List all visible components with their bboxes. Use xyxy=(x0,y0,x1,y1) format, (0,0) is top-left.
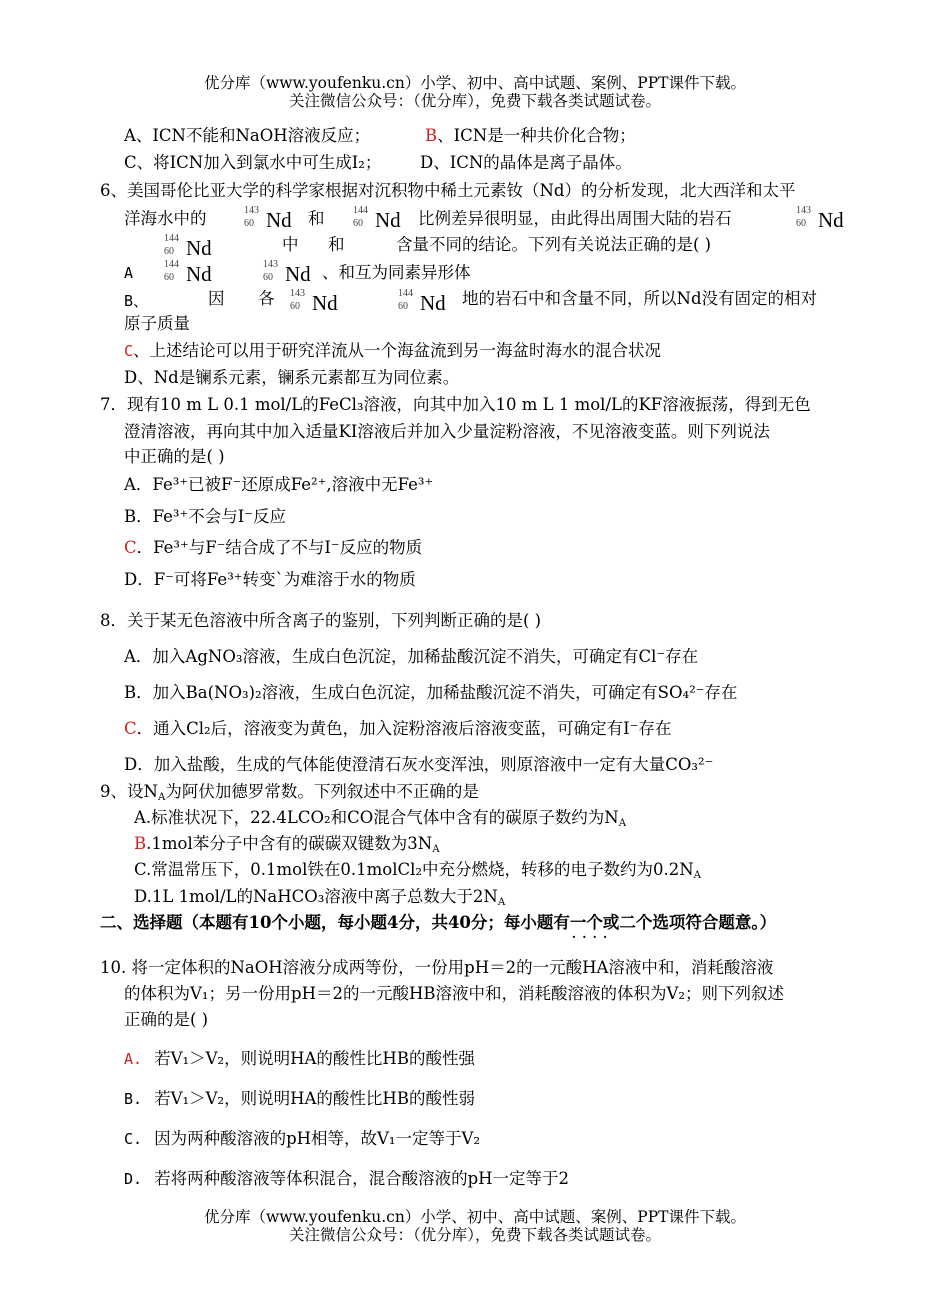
q7-stem-line1: 7．现有10 m L 0.1 mol/L的FeCl₃溶液，向其中加入10 m L 1 mol/L的KF溶液振荡，得到无色 xyxy=(100,395,811,414)
q10-stem-line3: 正确的是( ) xyxy=(124,1010,209,1029)
q10-option-b: B. 若V₁＞V₂，则说明HA的酸性比HB的酸性弱 xyxy=(124,1089,475,1108)
q10-option-a-text: 若V₁＞V₂，则说明HA的酸性比HB的酸性强 xyxy=(154,1049,475,1068)
q7-option-c-text: ．Fe³⁺与F⁻结合成了不与I⁻反应的物质 xyxy=(136,538,423,557)
q6-stem-line2c: 比例差异很明显，由此得出周围大陆的岩石 xyxy=(418,209,732,228)
q5-option-d: D、ICN的晶体是离子晶体。 xyxy=(420,153,632,172)
isotope-nd-143: 143 60 Nd xyxy=(263,259,311,286)
q6-stem-line3a: 中 xyxy=(282,235,299,254)
q10-stem-line1: 10. 将一定体积的NaOH溶液分成两等份，一份用pH＝2的一元酸HA溶液中和，消耗酸溶液 xyxy=(100,958,774,977)
q10-option-a-label: A. xyxy=(124,1050,143,1068)
isotope-nd-143: 143 60 Nd xyxy=(796,205,844,232)
q6-option-b-mid1: 因 xyxy=(208,289,225,308)
q9-option-a: A.标准状况下，22.4LCO₂和CO混合气体中含有的碳原子数约为$N_A$ xyxy=(134,808,627,830)
q6-option-c-text: 、上述结论可以用于研究洋流从一个海盆流到另一海盆时海水的混合状况 xyxy=(133,341,662,360)
q7-stem-line2: 澄清溶液，再向其中加入适量KI溶液后并加入少量淀粉溶液，不见溶液变蓝。则下列说法 xyxy=(124,422,770,441)
q9-option-d: D.1L 1mol/L的NaHCO₃溶液中离子总数大于$2N_A$ xyxy=(134,887,506,909)
q8-option-a: A．加入AgNO₃溶液，生成白色沉淀，加稀盐酸沉淀不消失，可确定有Cl⁻存在 xyxy=(124,647,699,666)
q9-option-b-text: .1mol苯分子中含有的碳碳双键数为$3N_A$ xyxy=(146,834,440,856)
page-header-line1: 优分库（www.youfenku.cn）小学、初中、高中试题、案例、PPT课件下载。 xyxy=(203,74,747,92)
q7-option-c-label: C xyxy=(124,538,137,557)
q10-option-c: C. 因为两种酸溶液的pH相等，故V₁一定等于V₂ xyxy=(124,1129,481,1148)
isotope-nd-144: 144 60 Nd xyxy=(398,288,446,315)
page-header-line2: 关注微信公众号：（优分库），免费下载各类试题试卷。 xyxy=(288,92,661,110)
section-title: 二、选择题（本题有10个小题，每小题4分，共40分；每小题有一个或二个 · · · ·选项符合题意。） xyxy=(100,912,776,934)
q6-option-a-text: 、和互为同素异形体 xyxy=(322,263,471,282)
q6-option-b-text: 地的岩石中和含量不同，所以Nd没有固定的相对 xyxy=(462,289,817,308)
q5-option-b-text: 、ICN是一种共价化合物； xyxy=(437,126,636,145)
q6-option-a-label: A xyxy=(124,264,134,282)
q8-option-b: B．加入Ba(NO₃)₂溶液，生成白色沉淀，加稀盐酸沉淀不消失，可确定有SO₄²⁻存在 xyxy=(124,683,738,702)
isotope-nd-143: 143 60 Nd xyxy=(244,205,292,232)
q6-option-b-label: B、 xyxy=(124,292,149,310)
q9-option-c: C.常温常压下，0.1mol铁在0.1molCl₂中充分燃烧，转移的电子数约为$0.2N_A$ xyxy=(134,860,702,882)
q10-stem-line2: 的体积为V₁；另一份用pH＝2的一元酸HB溶液中和，消耗酸溶液的体积为V₂；则下列叙述 xyxy=(124,984,785,1003)
q7-option-b: B．Fe³⁺不会与I⁻反应 xyxy=(124,507,286,526)
q7-option-c xyxy=(124,537,422,559)
q8-option-c xyxy=(124,718,671,740)
q8-option-c-label: C xyxy=(124,719,137,738)
q10-option-a xyxy=(124,1048,475,1070)
q6-option-b-mid2: 各 xyxy=(258,289,275,308)
q8-option-d: D．加入盐酸，生成的气体能使澄清石灰水变浑浊，则原溶液中一定有大量CO₃²⁻ xyxy=(124,755,714,774)
q6-stem-line3b: 和 xyxy=(328,235,345,254)
isotope-nd-144: 144 60 Nd xyxy=(353,205,401,232)
q6-option-c xyxy=(124,340,661,362)
q8-option-c-text: ．通入Cl₂后，溶液变为黄色，加入淀粉溶液后溶液变蓝，可确定有I⁻存在 xyxy=(136,719,672,738)
emphasis-dots: 一个或二个 · · · · xyxy=(570,913,653,932)
q6-stem-line1: 6、美国哥伦比亚大学的科学家根据对沉积物中稀土元素钕（Nd）的分析发现，北大西洋和太平 xyxy=(100,181,796,200)
q9-option-b-label: B xyxy=(134,834,147,853)
q7-option-a: A．Fe³⁺已被F⁻还原成Fe²⁺,溶液中无Fe³⁺ xyxy=(124,475,434,494)
q5-option-b-label: B xyxy=(425,126,438,145)
isotope-nd-143: 143 60 Nd xyxy=(290,288,338,315)
q6-option-d: D、Nd是镧系元素，镧系元素都互为同位素。 xyxy=(124,368,460,387)
q6-stem-line3c: 含量不同的结论。下列有关说法正确的是( ) xyxy=(396,235,712,254)
q7-option-d: D．F⁻可将Fe³⁺转变`为难溶于水的物质 xyxy=(124,570,416,589)
q9-option-b xyxy=(134,833,440,861)
q5-option-c: C、将ICN加入到氯水中可生成I₂； xyxy=(124,153,382,172)
q6-stem-line2b: 和 xyxy=(308,209,325,228)
q5-option-b xyxy=(425,125,636,147)
q6-stem-line2a: 洋海水中的 xyxy=(124,209,207,228)
isotope-nd-144: 144 60 Nd xyxy=(164,259,212,286)
page-footer-line2: 关注微信公众号：（优分库），免费下载各类试题试卷。 xyxy=(288,1226,661,1244)
page-footer-line1: 优分库（www.youfenku.cn）小学、初中、高中试题、案例、PPT课件下载。 xyxy=(203,1208,747,1226)
q6-option-b-continued: 原子质量 xyxy=(124,314,190,333)
q6-option-c-label: C xyxy=(124,342,134,360)
q8-stem: 8．关于某无色溶液中所含离子的鉴别，下列判断正确的是( ) xyxy=(100,611,542,630)
isotope-nd-144: 144 60 Nd xyxy=(164,233,212,260)
q10-option-d: D. 若将两种酸溶液等体积混合，混合酸溶液的pH一定等于2 xyxy=(124,1169,570,1188)
q7-stem-line3: 中正确的是( ) xyxy=(124,447,225,466)
q5-option-a: A、ICN不能和NaOH溶液反应； xyxy=(124,126,371,145)
q9-stem: 9、设$N_A$为阿伏加德罗常数。下列叙述中不正确的是 xyxy=(100,782,479,804)
